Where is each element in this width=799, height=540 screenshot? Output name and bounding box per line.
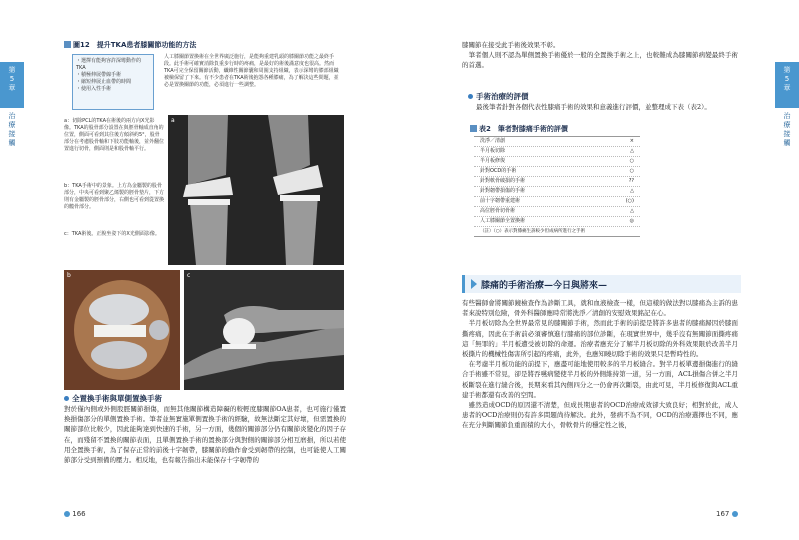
page-dot-icon: [64, 511, 70, 517]
table-note: （註）（○）表示對膝痛生訴較少但成病所進行之手術: [474, 227, 640, 237]
method-item: ・縮短伸展止血帶的時間: [76, 79, 132, 85]
method-description: 人工膝關節置換術在全世界廣泛施行，是能夠重建乳頭的膝關節功能之最終手段。此手術可確實消除負重步行時的疼痛，是最好的術後滿意度也很高。然而TKA可完全保留關節活動，纖維性關節囊和周圍支持組織，表示深彎的膝部組織被檢保留了下來。有不少患者在TKA術後抱怨各種膝痛，為了解決這些問題，並必是置換關節的功能，必須進行一些調整。: [164, 54, 339, 88]
table-row: 高位脛骨切骨術 △: [474, 207, 640, 217]
knee-xray-svg: [168, 115, 344, 265]
evaluation-table: [474, 136, 640, 237]
table-row: 針對軟骨破損的手術 ??: [474, 177, 640, 187]
table-row: 人工膝關節全置換術 ◎: [474, 217, 640, 227]
eval-heading: 手術治療的評價: [468, 91, 529, 102]
eval-body: 最後筆者針對各個代表性膝痛手術的效果和意義進行評價，並整理成下表（表2）。: [476, 103, 711, 111]
left-page-number: 166: [64, 510, 86, 518]
square-icon: [470, 125, 477, 132]
xray-image-c: [184, 270, 344, 390]
method-item: ・使用入性手術: [76, 86, 112, 92]
right-side-text: 治療接觸: [783, 112, 791, 147]
big-heading-bar: [462, 275, 741, 293]
big-heading-text: 膝痛的手術治療—今日與將來—: [481, 281, 608, 291]
right-intro: 膝關節在接受此手術後效果不彰。 筆者個人則不認為單側置換手術優於一般的全置換手術之上，也較難成為膝關節病變最終手術的首選。: [462, 41, 738, 70]
table-row: 半月板修復 ○: [474, 157, 640, 167]
table-row: 洗淨／清創 ×: [474, 137, 640, 147]
caption-c: c：TKA術後。正脫坐姿下的X光側面影像。: [64, 231, 160, 237]
table-row: 針對韌帶損傷的手術 △: [474, 187, 640, 197]
xray-image-a: [168, 115, 344, 265]
right-body-text: 有些醫師會將關節鏡檢查作為診斷工具，就和血液檢查一樣，但這樣的做法對以膝痛為主訴的患者來說特別危險，骨外科醫師應時常將洗淨／清創的安慰效果銘記在心。 半月板切除為全世界最常見的膝關節手術，然而此手術的前提是將許多患者的膝痛歸因於膝面撕疼痛，因此在手術前必須審慎進行膝痛的部位診斷，在現實世界中，幾乎沒有無關節面撕疼痛這「無罪的」半月板遭受被切除的命運。治療者應充分了解半月板切除的外科效果限於改善半月板撕片的機械性傷害所引起的疼痛，此外，也應知曉切除手術的效果只是暫時性的。 在考慮半月板功能的前提下，應盡可能地使用較多的半月板縫合。對半月板單邊損傷進行的縫合手術雖不常見，卻是將吞嚥病變使半月板的外側維持第一道，另一方面，ACL損傷合併之半月板斷裂在進行縫合後，長期來看其內側四分之一仍會再次斷裂，由此可見，半月板修復與ACL重建手術都還有改善的空間。 雖然造成OCD的原因還不清楚，但成長期患者的OCD治療成效卻大致良好；相對於此，成人患者的OCD治療則仍有許多問題尚待解決。此外，發病不為不同，OCD的治療選擇也不同，應在充分判斷關節負重面積的大小，骨軟骨片的穩定性之後，: [462, 299, 738, 430]
lateral-xray-svg: [184, 270, 344, 390]
method-box: [72, 54, 154, 110]
surgery-photo-svg: [64, 270, 180, 390]
bullet-icon: [468, 94, 473, 99]
left-section-heading: 全置換手術與單側置換手術: [64, 393, 162, 404]
image-label: a: [171, 117, 175, 124]
table-row: 前十字韌帶重建術 (○): [474, 197, 640, 207]
arrow-icon: [471, 279, 477, 289]
method-item: ・積極伸展帶線手術: [76, 72, 122, 78]
image-label: b: [67, 272, 71, 279]
left-figure-title: 圖12 提升TKA患者膝關節功能的方法: [64, 40, 196, 50]
table-row: 半月板切除 △: [474, 147, 640, 157]
page-dot-icon: [732, 511, 738, 517]
bullet-icon: [64, 396, 69, 401]
square-icon: [64, 41, 71, 48]
right-page-number: 167: [716, 510, 738, 518]
table-row: 針對OCD的手術 ○: [474, 167, 640, 177]
left-side-tab: 第 5 章: [0, 62, 24, 108]
table-title: 表2 筆者對膝痛手術的評價: [470, 124, 568, 134]
left-side-text: 治療接觸: [8, 112, 16, 147]
left-body-text: 對於僅內側或外側股脛關節損傷，而無其他關節構造障礙的較輕度膝關節OA患者，也可施行僅置換損傷部分的單側置換手術。筆者並無實施單側置換手術的經驗，故無法斷定其好壞，但需置換的關節部位比較少，因此能夠達到快速的手術，另一方面，幾個的關節部分仍有關節炎變化的因子存在，而殘留不置換的關節表面，且單側置換手術的置換部分與對側的關節部分相互磨損，所以若使用全置換手術，為了保存正常的前後十字韌帶，膝關節的動作會受到韌帶的控制，也可能使人工關節部分受到預備的壓力。相反地，也有報告指出未能保存十字韌帶的: [64, 405, 346, 465]
right-side-tab: 第 5 章: [775, 62, 799, 108]
caption-a: a：切除PCL的TKA在術後的兩方向X光影像。TKA的股骨部分設置在與脛骨軸成直角的位置，側面可看到其往後方傾斜約5°，股骨部分在考慮股骨軸和下肢功能軸後，並外翻位置進行切骨，側面則是和股骨軸平行。: [64, 118, 165, 152]
image-label: c: [187, 272, 191, 279]
caption-b: b：TKA手術中的景象。上方為金屬製的股骨部分，中央可看到聚乙烯製的脛骨墊片，下方則有金屬製的脛骨部分，右側也可看到從置換的髖骨部分。: [64, 183, 165, 210]
surgery-photo-b: [64, 270, 180, 390]
method-item: ・選擇有能夠容許深彎動作的TKA: [76, 58, 142, 71]
